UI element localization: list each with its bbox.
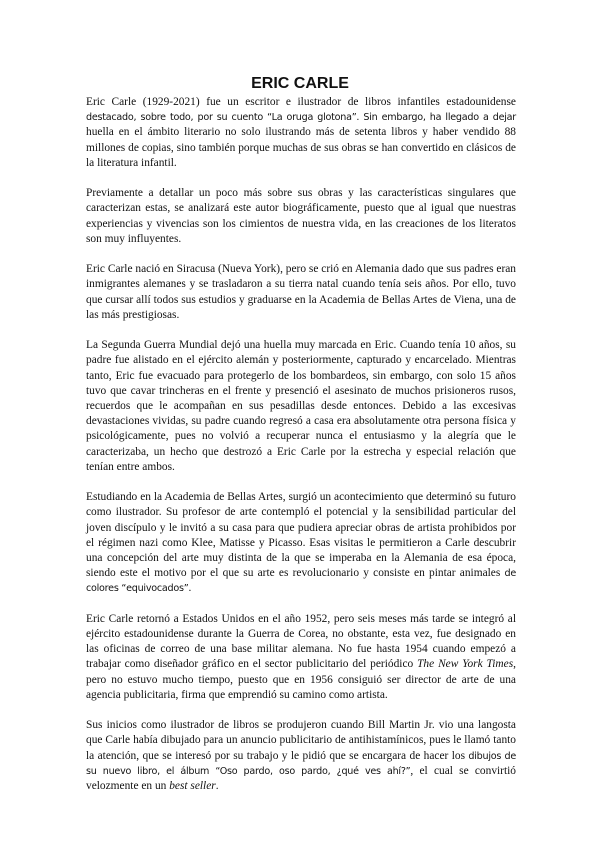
document-title: ERIC CARLE <box>251 75 349 92</box>
paragraph-6 <box>86 612 516 703</box>
paragraph-5-highlight: de colores “equivocados” <box>86 568 516 595</box>
paragraph-1-part-a: Eric Carle (1929-2021) fue un escritor e ilustrador de libros infantiles estadounidense <box>86 96 516 108</box>
paragraph-2: Previamente a detallar un poco más sobre sus obras y las características singulares que caracterizan estas, se analizará este autor biográficamente, puesto que al igual que nuestras experiencias y vivencias son los cimientos de nuestra vida, en las creaciones de los literatos son muy influyentes. <box>86 187 516 245</box>
best-seller-term: best seller <box>169 780 216 793</box>
paragraph-5-part-c: . <box>188 582 192 595</box>
paragraph-5-part-a: Estudiando en la Academia de Bellas Artes, surgió un acontecimiento que determinó su futuro como ilustrador. Su profesor de arte contempló el potencial y la sensibilidad particular del joven discípulo y le invitó a su casa para que pudiera apreciar obras de artista prohibidos por el régimen nazi como Klee, Matisse y Picasso. Esas visitas le permitieron a Carle descubrir una concepción del arte muy distinta de la que se imperaba en la Alemania de esa época, siendo este el motivo por el que su arte es revolucionario y consiste en pintar animales <box>86 491 516 580</box>
paragraph-3: Eric Carle nació en Siracusa (Nueva York), pero se crió en Alemania dado que sus padres eran inmigrantes alemanes y se trasladaron a su tierra natal cuando tenía seis años. Por ello, tuvo que cursar allí todos sus estudios y graduarse en la Academia de Bellas Artes de Viena, una de las más prestigiosas. <box>86 263 516 321</box>
paragraph-7 <box>86 718 516 794</box>
paragraph-5 <box>86 490 516 596</box>
paragraph-7-highlight: dibujos de su nuevo libro, el álbum “Oso pardo, oso pardo, ¿qué ves ahí?” <box>86 750 516 777</box>
paragraph-7-part-a: Sus inicios como ilustrador de libros se produjeron cuando Bill Martin Jr. vio una langosta que Carle había dibujado para un anuncio publicitario de antihistamínicos, pues le llamó tanto la atención, que se interesó por su trabajo y le pidió que se encargara de hacer los <box>86 719 516 762</box>
paragraph-7-part-c: , el cual se convirtió velozmente en un <box>86 764 516 793</box>
paragraph-1 <box>86 95 516 171</box>
paragraph-4: La Segunda Guerra Mundial dejó una huella muy marcada en Eric. Cuando tenía 10 años, su padre fue alistado en el ejército alemán y posteriormente, capturado y encarcelado. Mientras tanto, Eric fue evacuado para protegerlo de los bombardeos, sin embargo, con solo 15 años tuvo que cavar trincheras en el frente y presenció el asesinato de muchos prisioneros rusos, recuerdos que le acompañan en sus pesadillas desde entonces. Debido a las excesivas devastaciones vividas, su padre cuando regresó a casa era absolutamente otra persona física y psicológicamente, pues no volvió a recuperar nunca el entusiasmo y la alegría que le caracterizaba, un hecho que destrozó a Eric Carle por la estrecha y especial relación que tenían entre ambos. <box>86 339 516 473</box>
document-body <box>86 95 516 794</box>
paragraph-6-part-c: , pero no estuvo mucho tiempo, puesto que en 1956 consiguió ser director de arte de una agencia publicitaria, firma que emprendió su camino como artista. <box>86 658 517 701</box>
newspaper-title: The New York Times <box>417 658 514 671</box>
paragraph-1-highlight: destacado, sobre todo, por su cuento “La oruga glotona”. Sin embargo, ha llegado a dejar <box>86 112 516 124</box>
paragraph-7-part-e: . <box>215 780 219 793</box>
paragraph-6-part-a: Eric Carle retornó a Estados Unidos en el año 1952, pero seis meses más tarde se integró al ejército estadounidense durante la Guerra de Corea, no obstante, esta vez, fue designado en las oficinas de correo de una base militar alemana. No fue hasta 1954 cuando empezó a trabajar como diseñador gráfico en el sector publicitario del periódico <box>86 612 516 671</box>
paragraph-1-part-c: huella en el ámbito literario no solo ilustrando más de setenta libros y haber vendido 88 millones de copias, sino también porque muchas de sus obras se han convertido en clásicos de la literatura infantil. <box>86 126 516 169</box>
